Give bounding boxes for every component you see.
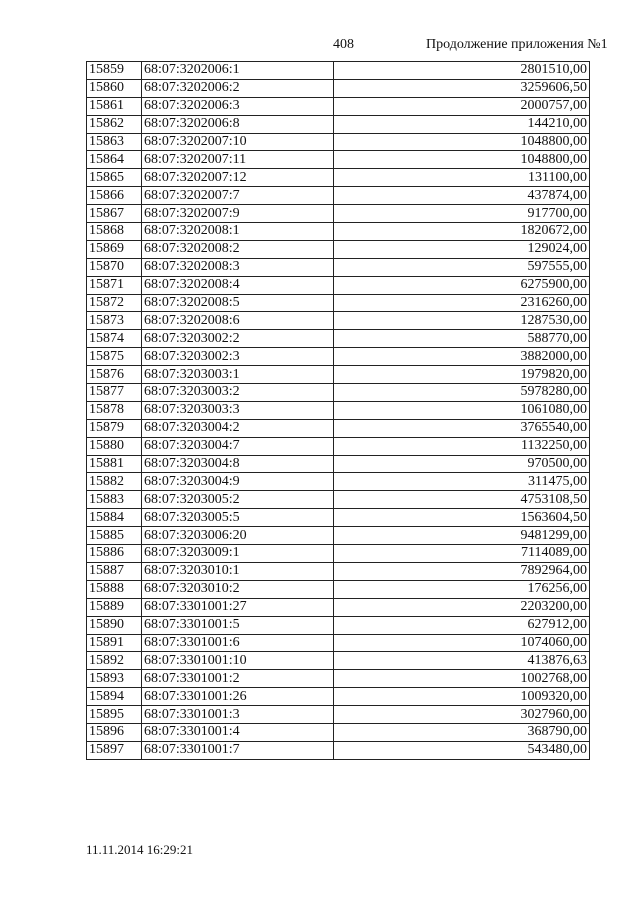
cadastral-value-cell: 413876,63 <box>334 652 590 670</box>
cadastral-value-cell: 4753108,50 <box>334 491 590 509</box>
table-row <box>87 706 590 724</box>
cadastral-value-cell: 597555,00 <box>334 258 590 276</box>
cadastral-number-cell: 68:07:3202006:2 <box>142 79 334 97</box>
cadastral-value-cell: 131100,00 <box>334 169 590 187</box>
row-number-cell: 15897 <box>87 741 142 759</box>
cadastral-number-cell: 68:07:3203009:1 <box>142 545 334 563</box>
cadastral-number-cell: 68:07:3202008:2 <box>142 240 334 258</box>
table-row <box>87 545 590 563</box>
table-row <box>87 723 590 741</box>
cadastral-number-cell: 68:07:3202007:10 <box>142 133 334 151</box>
cadastral-number-cell: 68:07:3203004:8 <box>142 455 334 473</box>
table-row <box>87 562 590 580</box>
table-row <box>87 223 590 241</box>
cadastral-value-cell: 1009320,00 <box>334 688 590 706</box>
row-number-cell: 15882 <box>87 473 142 491</box>
cadastral-value-cell: 1061080,00 <box>334 401 590 419</box>
cadastral-value-cell: 1132250,00 <box>334 437 590 455</box>
row-number-cell: 15875 <box>87 348 142 366</box>
table-row <box>87 258 590 276</box>
cadastral-number-cell: 68:07:3203010:1 <box>142 562 334 580</box>
row-number-cell: 15896 <box>87 723 142 741</box>
cadastral-number-cell: 68:07:3202008:6 <box>142 312 334 330</box>
row-number-cell: 15884 <box>87 509 142 527</box>
cadastral-number-cell: 68:07:3202007:9 <box>142 205 334 223</box>
table-row <box>87 455 590 473</box>
table-row <box>87 384 590 402</box>
row-number-cell: 15888 <box>87 580 142 598</box>
table-row <box>87 330 590 348</box>
table-row <box>87 580 590 598</box>
cadastral-number-cell: 68:07:3202008:3 <box>142 258 334 276</box>
cadastral-number-cell: 68:07:3203003:1 <box>142 366 334 384</box>
table-row <box>87 133 590 151</box>
row-number-cell: 15879 <box>87 419 142 437</box>
row-number-cell: 15872 <box>87 294 142 312</box>
cadastral-number-cell: 68:07:3301001:26 <box>142 688 334 706</box>
cadastral-number-cell: 68:07:3202006:8 <box>142 115 334 133</box>
cadastral-number-cell: 68:07:3203005:5 <box>142 509 334 527</box>
row-number-cell: 15895 <box>87 706 142 724</box>
cadastral-value-cell: 3765540,00 <box>334 419 590 437</box>
table-row <box>87 79 590 97</box>
table-body <box>87 62 590 760</box>
cadastral-value-cell: 437874,00 <box>334 187 590 205</box>
cadastral-value-cell: 368790,00 <box>334 723 590 741</box>
row-number-cell: 15873 <box>87 312 142 330</box>
row-number-cell: 15876 <box>87 366 142 384</box>
table-row <box>87 741 590 759</box>
table-row <box>87 62 590 80</box>
table-row <box>87 401 590 419</box>
cadastral-number-cell: 68:07:3203010:2 <box>142 580 334 598</box>
table-row <box>87 187 590 205</box>
cadastral-value-cell: 129024,00 <box>334 240 590 258</box>
cadastral-value-cell: 1048800,00 <box>334 133 590 151</box>
cadastral-number-cell: 68:07:3202008:4 <box>142 276 334 294</box>
cadastral-number-cell: 68:07:3301001:6 <box>142 634 334 652</box>
cadastral-number-cell: 68:07:3301001:3 <box>142 706 334 724</box>
cadastral-number-cell: 68:07:3301001:5 <box>142 616 334 634</box>
cadastral-number-cell: 68:07:3203002:2 <box>142 330 334 348</box>
table-row <box>87 527 590 545</box>
cadastral-value-cell: 543480,00 <box>334 741 590 759</box>
row-number-cell: 15860 <box>87 79 142 97</box>
row-number-cell: 15871 <box>87 276 142 294</box>
table-row <box>87 509 590 527</box>
row-number-cell: 15883 <box>87 491 142 509</box>
table-row <box>87 240 590 258</box>
cadastral-value-cell: 627912,00 <box>334 616 590 634</box>
row-number-cell: 15864 <box>87 151 142 169</box>
cadastral-number-cell: 68:07:3202006:1 <box>142 62 334 80</box>
cadastral-value-cell: 917700,00 <box>334 205 590 223</box>
cadastral-value-cell: 1979820,00 <box>334 366 590 384</box>
cadastral-number-cell: 68:07:3202007:11 <box>142 151 334 169</box>
cadastral-number-cell: 68:07:3203003:2 <box>142 384 334 402</box>
table-row <box>87 115 590 133</box>
row-number-cell: 15859 <box>87 62 142 80</box>
table-row <box>87 616 590 634</box>
cadastral-value-cell: 1002768,00 <box>334 670 590 688</box>
table-row <box>87 312 590 330</box>
cadastral-value-cell: 176256,00 <box>334 580 590 598</box>
table-row <box>87 169 590 187</box>
cadastral-number-cell: 68:07:3202007:7 <box>142 187 334 205</box>
cadastral-number-cell: 68:07:3202008:1 <box>142 223 334 241</box>
cadastral-table <box>86 61 590 760</box>
cadastral-value-cell: 2000757,00 <box>334 97 590 115</box>
table-row <box>87 151 590 169</box>
cadastral-value-cell: 5978280,00 <box>334 384 590 402</box>
table-row <box>87 491 590 509</box>
row-number-cell: 15869 <box>87 240 142 258</box>
row-number-cell: 15880 <box>87 437 142 455</box>
cadastral-value-cell: 7114089,00 <box>334 545 590 563</box>
cadastral-value-cell: 311475,00 <box>334 473 590 491</box>
cadastral-value-cell: 144210,00 <box>334 115 590 133</box>
table-row <box>87 348 590 366</box>
cadastral-value-cell: 2316260,00 <box>334 294 590 312</box>
row-number-cell: 15890 <box>87 616 142 634</box>
row-number-cell: 15863 <box>87 133 142 151</box>
cadastral-value-cell: 588770,00 <box>334 330 590 348</box>
row-number-cell: 15865 <box>87 169 142 187</box>
row-number-cell: 15887 <box>87 562 142 580</box>
cadastral-number-cell: 68:07:3203004:2 <box>142 419 334 437</box>
row-number-cell: 15886 <box>87 545 142 563</box>
table-row <box>87 473 590 491</box>
footer-timestamp: 11.11.2014 16:29:21 <box>86 842 194 857</box>
row-number-cell: 15862 <box>87 115 142 133</box>
row-number-cell: 15891 <box>87 634 142 652</box>
cadastral-value-cell: 9481299,00 <box>334 527 590 545</box>
row-number-cell: 15878 <box>87 401 142 419</box>
row-number-cell: 15893 <box>87 670 142 688</box>
cadastral-number-cell: 68:07:3203004:7 <box>142 437 334 455</box>
cadastral-number-cell: 68:07:3301001:4 <box>142 723 334 741</box>
cadastral-value-cell: 1563604,50 <box>334 509 590 527</box>
cadastral-value-cell: 970500,00 <box>334 455 590 473</box>
cadastral-value-cell: 1048800,00 <box>334 151 590 169</box>
table-row <box>87 276 590 294</box>
row-number-cell: 15866 <box>87 187 142 205</box>
row-number-cell: 15870 <box>87 258 142 276</box>
cadastral-value-cell: 3259606,50 <box>334 79 590 97</box>
appendix-label: Продолжение приложения №1 <box>426 37 608 52</box>
cadastral-value-cell: 1074060,00 <box>334 634 590 652</box>
cadastral-value-cell: 2203200,00 <box>334 598 590 616</box>
cadastral-value-cell: 3027960,00 <box>334 706 590 724</box>
table-row <box>87 688 590 706</box>
cadastral-value-cell: 7892964,00 <box>334 562 590 580</box>
table-row <box>87 437 590 455</box>
cadastral-number-cell: 68:07:3203004:9 <box>142 473 334 491</box>
cadastral-number-cell: 68:07:3301001:2 <box>142 670 334 688</box>
row-number-cell: 15885 <box>87 527 142 545</box>
table-row <box>87 97 590 115</box>
cadastral-number-cell: 68:07:3203003:3 <box>142 401 334 419</box>
row-number-cell: 15868 <box>87 223 142 241</box>
row-number-cell: 15881 <box>87 455 142 473</box>
row-number-cell: 15867 <box>87 205 142 223</box>
cadastral-number-cell: 68:07:3301001:27 <box>142 598 334 616</box>
cadastral-value-cell: 1820672,00 <box>334 223 590 241</box>
cadastral-value-cell: 2801510,00 <box>334 62 590 80</box>
cadastral-number-cell: 68:07:3301001:10 <box>142 652 334 670</box>
table-row <box>87 670 590 688</box>
cadastral-value-cell: 6275900,00 <box>334 276 590 294</box>
table-row <box>87 652 590 670</box>
cadastral-value-cell: 1287530,00 <box>334 312 590 330</box>
row-number-cell: 15874 <box>87 330 142 348</box>
row-number-cell: 15861 <box>87 97 142 115</box>
cadastral-number-cell: 68:07:3202008:5 <box>142 294 334 312</box>
cadastral-number-cell: 68:07:3203006:20 <box>142 527 334 545</box>
cadastral-number-cell: 68:07:3202007:12 <box>142 169 334 187</box>
row-number-cell: 15892 <box>87 652 142 670</box>
table-row <box>87 366 590 384</box>
cadastral-value-cell: 3882000,00 <box>334 348 590 366</box>
cadastral-number-cell: 68:07:3301001:7 <box>142 741 334 759</box>
row-number-cell: 15877 <box>87 384 142 402</box>
cadastral-number-cell: 68:07:3203002:3 <box>142 348 334 366</box>
table-row <box>87 419 590 437</box>
table-row <box>87 205 590 223</box>
page-number: 408 <box>333 37 354 52</box>
row-number-cell: 15889 <box>87 598 142 616</box>
table-row <box>87 598 590 616</box>
cadastral-number-cell: 68:07:3202006:3 <box>142 97 334 115</box>
table-row <box>87 634 590 652</box>
table-row <box>87 294 590 312</box>
cadastral-number-cell: 68:07:3203005:2 <box>142 491 334 509</box>
row-number-cell: 15894 <box>87 688 142 706</box>
